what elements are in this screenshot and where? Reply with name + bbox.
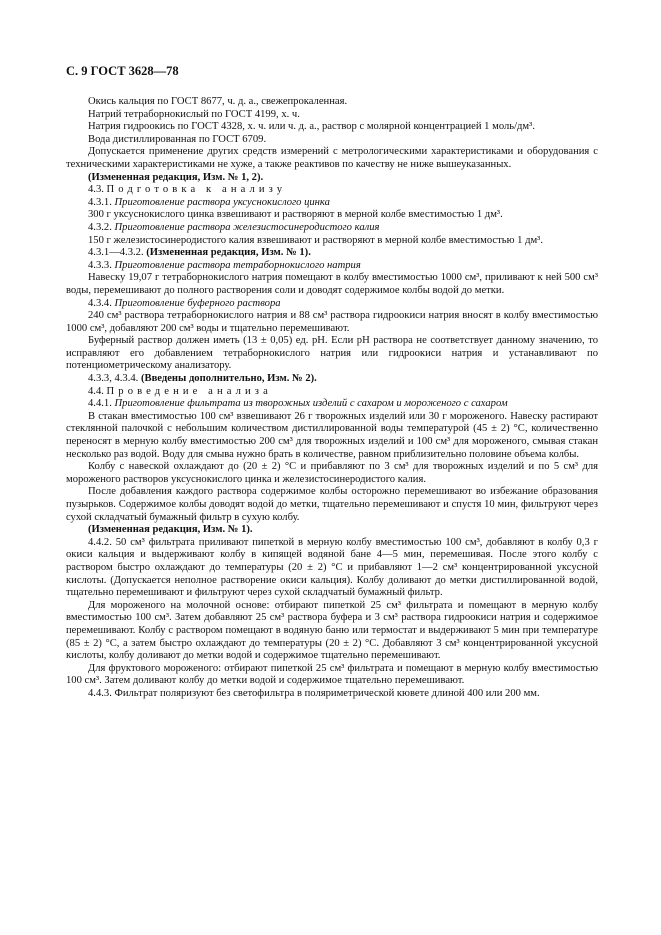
amendment-line [66,373,598,386]
subsection-title: Приготовление раствора уксуснокислого цинка [114,196,330,208]
amendment-line [66,247,598,260]
paragraph-cooling: Колбу с навеской охлаждают до (20 ± 2) °С и прибавляют по 3 см³ для творожных изделий и по 5 см³ для мороженого растворов уксуснокислого цинка и железистосинеродистого калия. [66,461,598,485]
amendment-range: 4.3.1—4.3.2. [88,247,144,259]
paragraph-potassium-ferrocyanide: 150 г железистосинеродистого калия взвешивают и растворяют в мерной колбе вместимостью 1 дм³. [88,234,544,246]
amendment-note: (Измененная редакция, Изм. № 1). [146,247,311,259]
paragraph-alternative-instruments: Допускается применение других средств измерений с метрологическими характеристиками и оборудования с техническими характеристиками не хуже, а также реактивов по качеству не ниже вышеуказанных. [66,146,598,170]
subsection-title: Приготовление раствора тетраборнокислого натрия [114,259,361,271]
subsection-title: Приготовление раствора железистосинеродистого калия [114,221,380,233]
subsection-heading [66,222,598,235]
paragraph-sodium-tetraborate: Натрий тетраборнокислый по ГОСТ 4199, х. ч. [88,108,300,120]
section-number: 4.4. [88,385,104,397]
page-header: С. 9 ГОСТ 3628—78 [66,64,179,78]
subsection-heading [66,398,598,411]
subsection-number: 4.3.1. [88,196,112,208]
subsection-number: 4.3.4. [88,297,112,309]
paragraph-mixing-filtering: После добавления каждого раствора содержимое колбы осторожно перемешивают во избежание образования пузырьков. Содержимое колбы доводят водой до метки, тщательно перемешивают и спустя 10 мин, фильтруют через сухой складчатый бумажный фильтр в сухую колбу. [66,486,598,523]
paragraph-tetraborate-solution: Навеску 19,07 г тетраборнокислого натрия помещают в колбу вместимостью 1000 см³, приливают к ней 500 см³ воды, перемешивают до полного растворения соли и доводят содержимое колбы водой до метки. [66,272,598,296]
paragraph-sodium-hydroxide: Натрия гидроокись по ГОСТ 4328, х. ч. или ч. д. а., раствор с молярной концентрацией 1 моль/дм³. [88,121,535,133]
amendment-note: (Измененная редакция, Изм. № 1). [88,524,253,536]
amendment-range: 4.3.3, 4.3.4. [88,373,139,385]
paragraph-zinc-acetate: 300 г уксуснокислого цинка взвешивают и растворяют в мерной колбе вместимостью 1 дм³. [88,209,503,221]
document-body [66,96,598,701]
paragraph-sample-weighing: В стакан вместимостью 100 см³ взвешивают 26 г творожных изделий или 30 г мороженого. Навеску растирают стеклянной палочкой с небольшим количеством дистиллированной воды температурой (45 ± 2) °С, количественно переносят в мерную колбу вместимостью 200 см³ для творожных изделий и 100 см³ для мороженого, смывая стакан несколько раз водой. Воду для смыва нужно брать в количестве, равном приблизительно половине объема колбы. [66,410,598,460]
section-title: Подготовка к анализу [106,184,287,196]
paragraph-fruit-ice-cream: Для фруктового мороженого: отбирают пипеткой 25 см³ фильтрата и помещают в мерную колбу вместимостью 100 см³. Затем доливают колбу до метки водой и содержимое тщательно перемешивают. [66,662,598,687]
subsection-number: 4.3.3. [88,259,112,271]
paragraph-distilled-water: Вода дистиллированная по ГОСТ 6709. [88,133,267,145]
subsection-heading [66,197,598,210]
amendment-note: (Введены дополнительно, Изм. № 2). [140,373,317,385]
subsection-title: Приготовление фильтрата из творожных изделий с сахаром и мороженого с сахаром [114,398,508,410]
subsection-number: 4.4.1. [88,398,112,410]
paragraph-buffer-ph: Буферный раствор должен иметь (13 ± 0,05) ед. pH. Если pH раствора не соответствует данному значению, то исправляют его добавлением тетраборнокислого натрия или гидроокиси натрия и устанавливают по потенциометрическому анализатору. [66,335,598,372]
subsection-heading [66,298,598,311]
paragraph-filtrate-treatment: 4.4.2. 50 см³ фильтрата приливают пипеткой в мерную колбу вместимостью 100 см³, добавляют в колбу 0,3 г окиси кальция и выдерживают колбу в кипящей водяной бане 4—5 мин, перемешивая. После этого колбу с раствором быстро охлаждают до температуры (20 ± 2) °С и прибавляют 1—2 см³ концентрированной уксусной кислоты. (Допускается неполное растворение окиси кальция). Колбу доливают до метки дистиллированной водой, тщательно перемешивают и фильтруют через сухой складчатый бумажный фильтр. [66,536,598,599]
section-number: 4.3. [88,184,104,196]
paragraph-milk-ice-cream: Для мороженого на молочной основе: отбирают пипеткой 25 см³ фильтрата и помещают в мерную колбу вместимостью 100 см³. Затем добавляют 25 см³ раствора буфера и 3 см³ раствора гидроокиси натрия и содержимое перемешивают. Колбу с раствором помещают в водяную баню или термостат и выдерживают 5 мин при температуре (85 ± 2) °С, а затем быстро охлаждают до температуры (20 ± 2) °С. Добавляют 3 см³ концентрированной уксусной кислоты, колбу доливают до метки водой и содержимое тщательно перемешивают. [66,599,598,662]
subsection-number: 4.3.2. [88,221,112,233]
section-heading-preparation [66,184,598,197]
subsection-title: Приготовление буферного раствора [114,297,281,309]
section-heading-analysis [66,386,598,399]
amendment-note: (Измененная редакция, Изм. № 1, 2). [88,171,264,183]
paragraph-calcium-oxide: Окись кальция по ГОСТ 8677, ч. д. а., свежепрокаленная. [88,96,348,107]
section-title: Проведение анализа [106,385,272,397]
paragraph-buffer-mix: 240 см³ раствора тетраборнокислого натрия и 88 см³ раствора гидроокиси натрия вносят в колбу вместимостью 1000 см³, добавляют 200 см³ воды и тщательно перемешивают. [66,310,598,334]
subsection-heading [66,260,598,273]
paragraph-polarization: 4.4.3. Фильтрат поляризуют без светофильтра в поляриметрической кювете длиной 400 или 200 мм. [88,687,540,699]
